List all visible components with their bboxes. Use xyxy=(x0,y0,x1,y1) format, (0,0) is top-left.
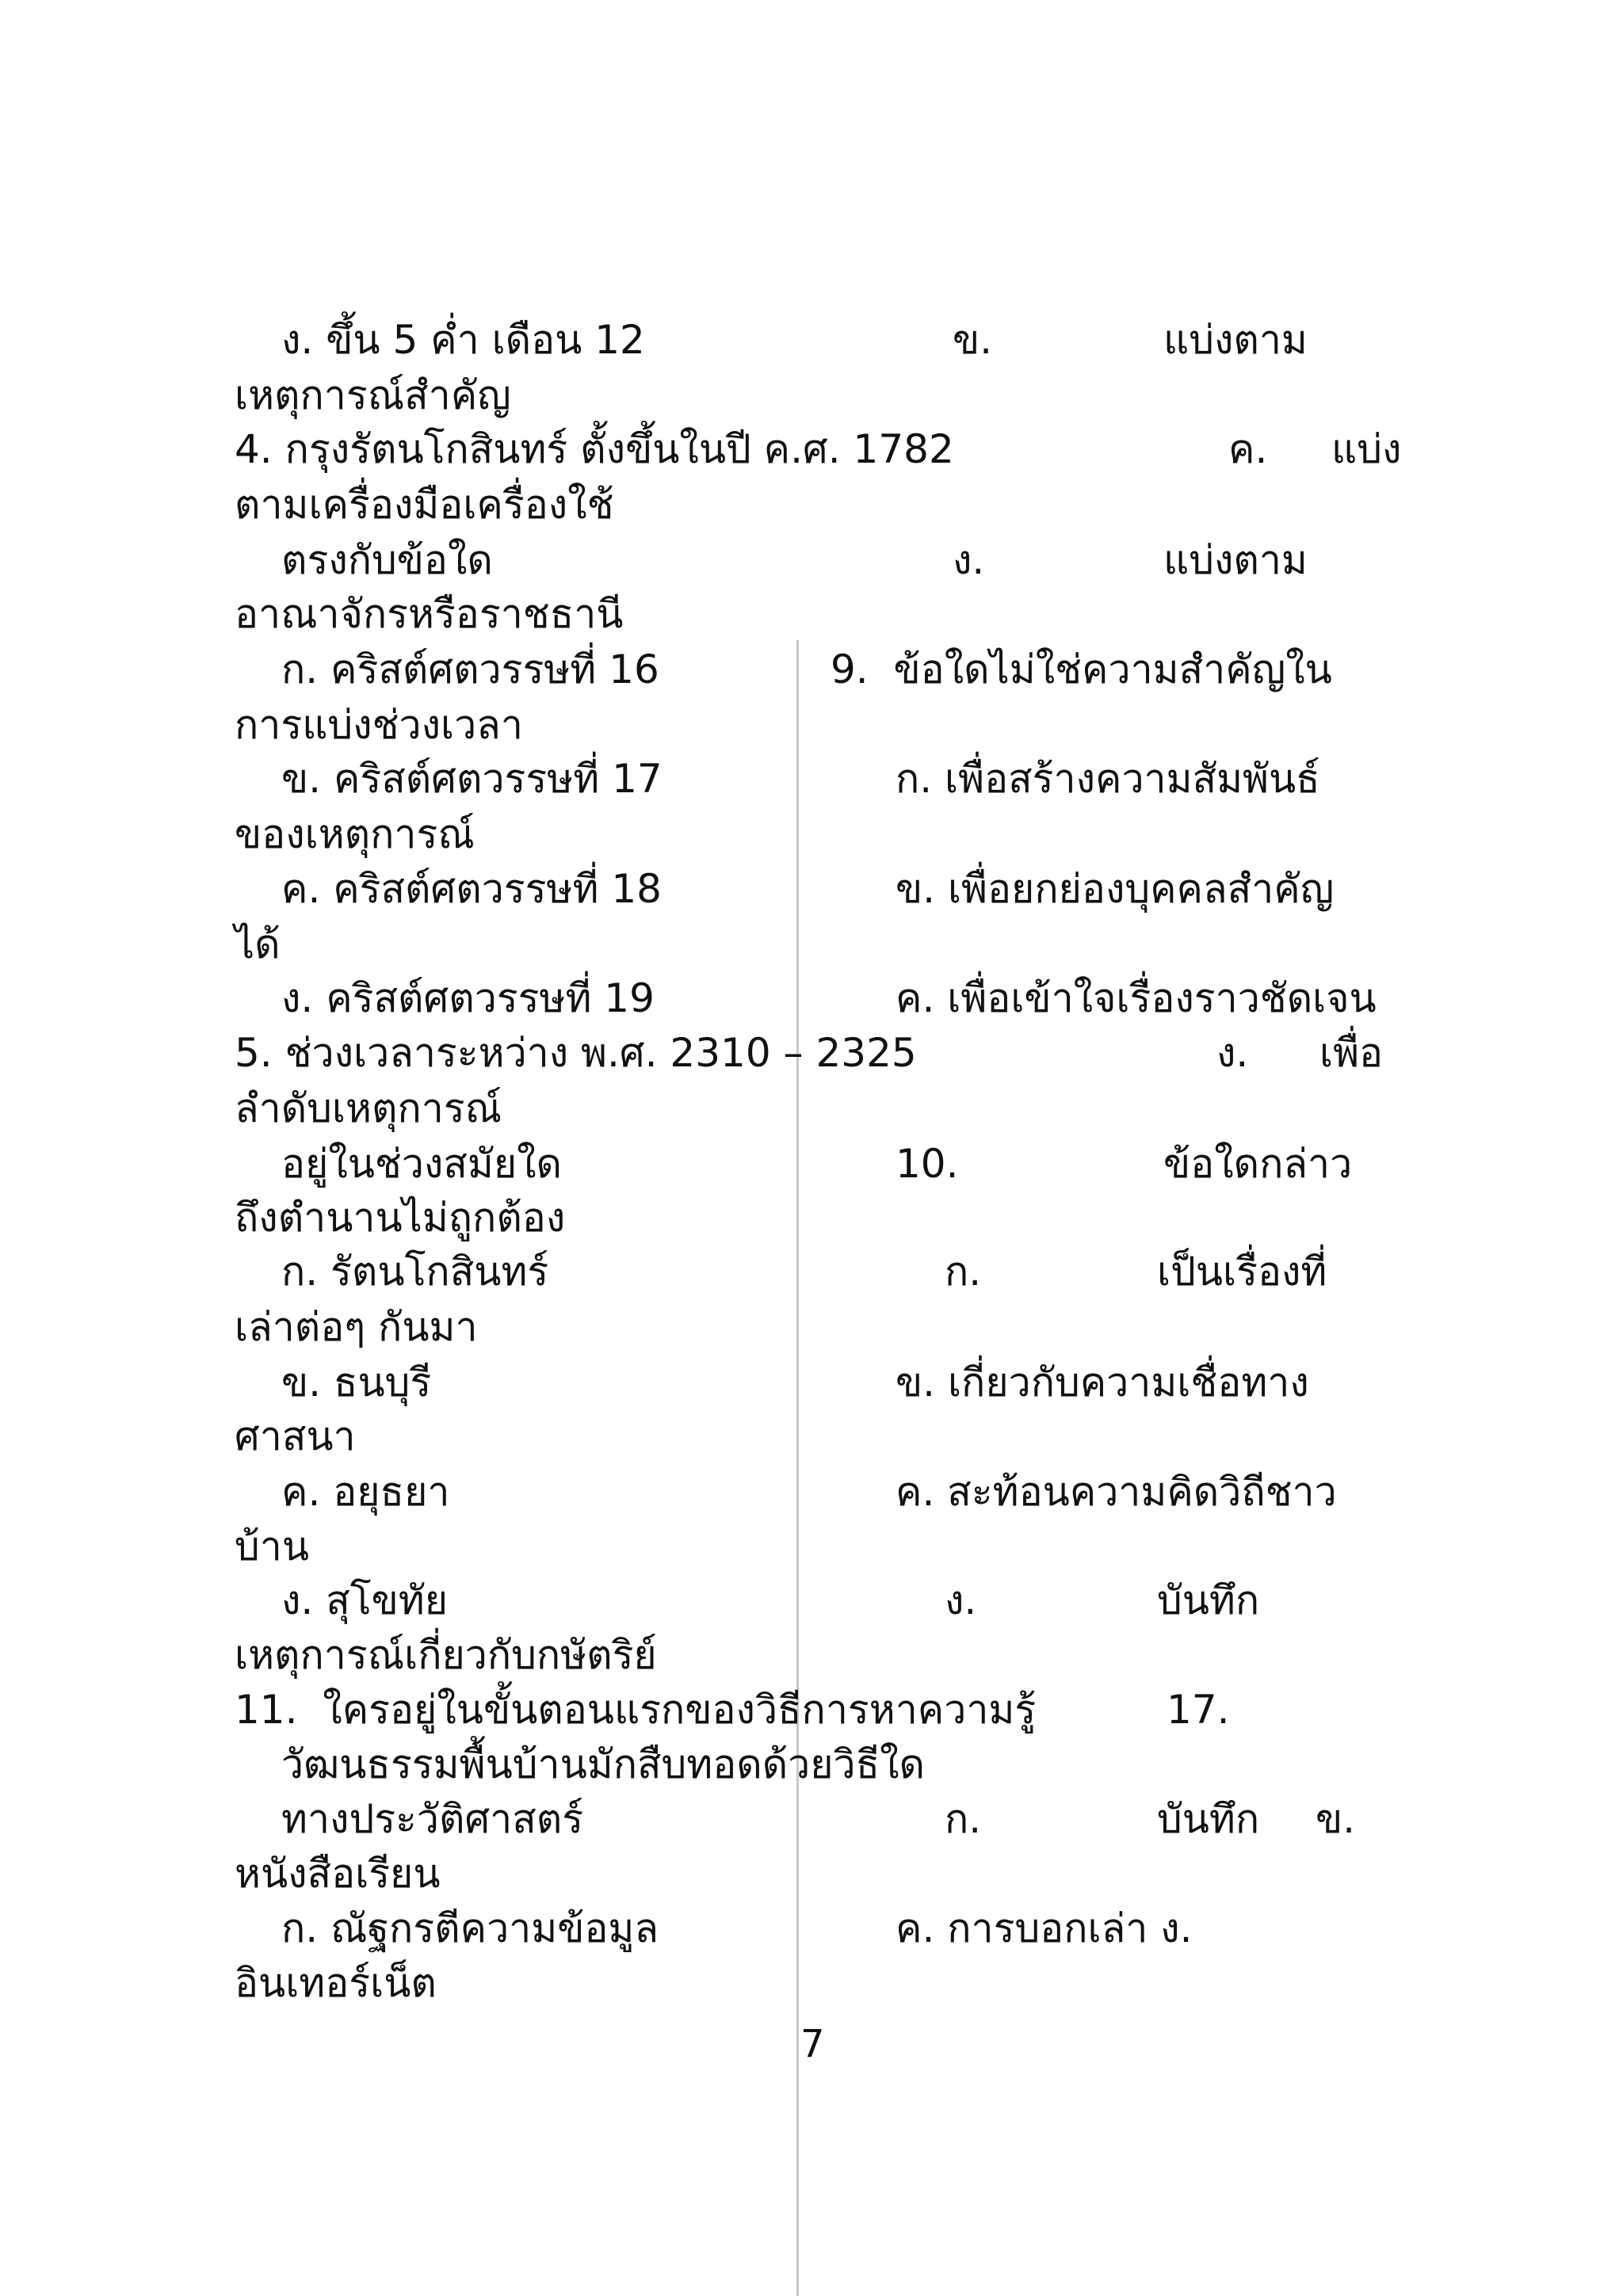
text-line: ตรงกับข้อใด xyxy=(281,537,493,583)
text-line: อินเทอร์เน็ต xyxy=(235,1960,437,2006)
text-line: 4. กรุงรัตนโกสินทร์ ตั้งขึ้นในปี ค.ศ. 1782 xyxy=(235,426,954,472)
text-line: 11. ใครอยู่ในขั้นตอนแรกของวิธีการหาความรู้ xyxy=(235,1687,1037,1733)
text-line: แบ่งตาม xyxy=(1163,317,1308,363)
text-line: 17. xyxy=(1167,1687,1230,1733)
text-line: ถึงตำนานไม่ถูกต้อง xyxy=(235,1195,566,1241)
text-line: 9. ข้อใดไม่ใช่ความสำคัญใน xyxy=(831,646,1332,692)
text-line: ศาสนา xyxy=(235,1413,356,1459)
text-line: ของเหตุการณ์ xyxy=(235,811,475,857)
text-line: ข. เพื่อยกย่องบุคคลสำคัญ xyxy=(896,866,1335,912)
text-line: เล่าต่อๆ กันมา xyxy=(235,1304,478,1350)
text-line: ข้อใดกล่าว xyxy=(1163,1141,1353,1187)
text-line: 5. ช่วงเวลาระหว่าง พ.ศ. 2310 – 2325 xyxy=(235,1030,917,1076)
text-line: ค. การบอกเล่า ง. xyxy=(896,1905,1193,1951)
text-line: อยู่ในช่วงสมัยใด xyxy=(281,1141,563,1187)
text-line: ก. เพื่อสร้างความสัมพันธ์ xyxy=(896,756,1320,802)
text-line: ง. คริสต์ศตวรรษที่ 19 xyxy=(281,975,655,1021)
text-line: แบ่งตาม xyxy=(1163,537,1308,583)
text-line: ก. คริสต์ศตวรรษที่ 16 xyxy=(281,646,659,692)
text-line: เป็นเรื่องที่ xyxy=(1157,1249,1327,1295)
text-line: ก. ณัฐกรตีความข้อมูล xyxy=(281,1905,659,1951)
text-line: ค. คริสต์ศตวรรษที่ 18 xyxy=(281,866,662,912)
text-line: หนังสือเรียน xyxy=(235,1851,441,1897)
text-line: บันทึก xyxy=(1157,1577,1260,1623)
text-line: ทางประวัติศาสตร์ xyxy=(281,1796,584,1842)
text-line: ได้ xyxy=(235,921,281,967)
text-line: เพื่อ xyxy=(1319,1030,1384,1076)
text-line: เหตุการณ์สำคัญ xyxy=(235,372,511,418)
text-line: ข. xyxy=(953,317,993,363)
text-line: ง. xyxy=(1216,1030,1249,1076)
text-line: บ้าน xyxy=(235,1524,309,1569)
page-number: 7 xyxy=(800,2022,825,2066)
text-line: ค. อยุธยา xyxy=(281,1469,450,1515)
text-line: ค. xyxy=(1228,426,1268,472)
text-line: ก. xyxy=(945,1796,982,1842)
text-line: ลำดับเหตุการณ์ xyxy=(235,1085,502,1131)
text-line: บันทึก xyxy=(1157,1796,1260,1842)
text-line: ง. ขึ้น 5 ค่ำ เดือน 12 xyxy=(281,317,645,363)
text-line: ตามเครื่องมือเครื่องใช้ xyxy=(235,482,614,528)
text-line: ข. ธนบุรี xyxy=(281,1360,432,1405)
text-line: ข. xyxy=(1316,1796,1356,1842)
text-line: ก. xyxy=(945,1249,982,1295)
text-line: การแบ่งช่วงเวลา xyxy=(235,702,523,748)
text-line: ง. xyxy=(945,1577,977,1623)
text-line: ง. สุโขทัย xyxy=(281,1577,449,1623)
text-line: ค. สะท้อนความคิดวิถีชาว xyxy=(896,1469,1337,1515)
text-line: แบ่ง xyxy=(1331,426,1402,472)
column-divider xyxy=(796,640,799,2296)
text-line: 10. xyxy=(896,1141,959,1187)
text-line: ข. เกี่ยวกับความเชื่อทาง xyxy=(896,1360,1309,1405)
text-line: ง. xyxy=(953,537,985,583)
text-line: วัฒนธรรมพื้นบ้านมักสืบทอดด้วยวิธีใด xyxy=(281,1741,926,1787)
text-line: ก. รัตนโกสินทร์ xyxy=(281,1249,549,1295)
text-line: ค. เพื่อเข้าใจเรื่องราวชัดเจน xyxy=(896,975,1377,1021)
text-line: เหตุการณ์เกี่ยวกับกษัตริย์ xyxy=(235,1632,657,1678)
text-line: อาณาจักรหรือราชธานี xyxy=(235,591,624,637)
text-line: ข. คริสต์ศตวรรษที่ 17 xyxy=(281,756,663,802)
